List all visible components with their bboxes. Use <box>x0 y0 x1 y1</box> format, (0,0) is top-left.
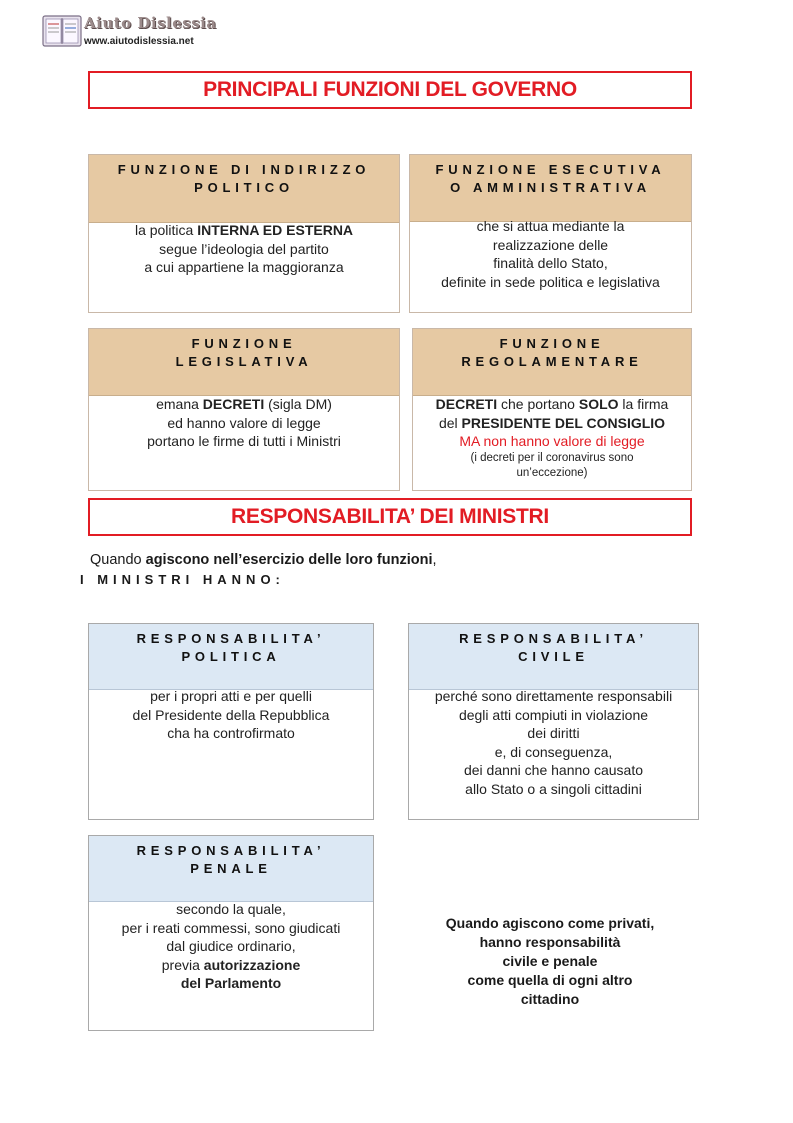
bold-text: DECRETI <box>435 396 498 412</box>
text-line: Quando agiscono come privati, <box>445 915 655 931</box>
logo-url[interactable]: www.aiutodislessia.net <box>84 36 194 47</box>
text-line: per i propri atti e per quelli <box>150 688 312 704</box>
bold-text: SOLO <box>578 396 619 412</box>
box-header <box>89 155 399 223</box>
book-icon <box>42 14 82 48</box>
box-body <box>410 217 691 291</box>
box-header-line: RESPONSABILITA’ <box>136 631 326 646</box>
box-header-line: CIVILE <box>518 649 589 664</box>
text-span: Quando <box>90 552 146 568</box>
text-line: portano le firme di tutti i Ministri <box>147 433 341 449</box>
private-responsibility-note <box>415 914 685 1009</box>
note-text: un’eccezione) <box>516 466 588 479</box>
text-line: hanno responsabilità <box>479 934 621 950</box>
intro-heading: I MINISTRI HANNO: <box>80 572 285 587</box>
box-funzione-legislativa <box>88 328 400 491</box>
text-span: (sigla DM) <box>264 396 332 412</box>
text-line: per i reati commessi, sono giudicati <box>121 919 341 936</box>
bold-text: del Parlamento <box>180 975 282 991</box>
box-body <box>413 395 691 481</box>
box-header-line: LEGISLATIVA <box>175 354 313 369</box>
box-header <box>89 836 373 902</box>
note-text: (i decreti per il coronavirus sono <box>470 451 634 464</box>
box-funzione-regolamentare <box>412 328 692 491</box>
bold-text: INTERNA ED ESTERNA <box>197 222 354 238</box>
text-line: dei danni che hanno causato <box>463 762 644 778</box>
site-logo[interactable] <box>42 12 217 52</box>
box-header <box>89 624 373 690</box>
box-responsabilita-politica <box>88 623 374 820</box>
bold-text: agiscono nell’esercizio delle loro funzioni <box>145 552 433 568</box>
box-header-line: FUNZIONE <box>191 336 297 351</box>
text-line: dal giudice ordinario, <box>166 938 296 954</box>
box-header <box>410 155 691 222</box>
box-body <box>89 900 373 993</box>
text-line: cha ha controfirmato <box>167 725 295 741</box>
box-body <box>89 687 373 743</box>
bold-text: DECRETI <box>202 396 265 412</box>
box-responsabilita-civile <box>408 623 699 820</box>
box-funzione-indirizzo <box>88 154 400 313</box>
box-header <box>413 329 691 396</box>
text-line: degli atti compiuti in violazione <box>458 706 649 723</box>
text-line: definite in sede politica e legislativa <box>441 273 660 290</box>
text-line: allo Stato o a singoli cittadini <box>465 780 642 797</box>
text-line: realizzazione delle <box>492 236 609 253</box>
box-header-line: PENALE <box>190 861 272 876</box>
box-header-line: FUNZIONE DI INDIRIZZO <box>117 162 371 177</box>
text-line: civile e penale <box>502 953 598 969</box>
text-line: ed hanno valore di legge <box>167 414 321 431</box>
text-line: dei diritti <box>527 725 580 741</box>
box-header-line: FUNZIONE <box>499 336 605 351</box>
text-line: e, di conseguenza, <box>494 743 613 760</box>
box-funzione-esecutiva <box>409 154 692 313</box>
text-line: perché sono direttamente responsabili <box>434 688 673 704</box>
bold-text: autorizzazione <box>203 956 301 973</box>
text-span: , <box>432 552 437 568</box>
box-header-line: POLITICO <box>194 180 294 195</box>
text-line: cittadino <box>520 991 580 1007</box>
box-header-line: RESPONSABILITA’ <box>136 843 326 858</box>
box-body <box>89 221 399 277</box>
box-body <box>409 687 698 798</box>
intro-text <box>80 551 690 589</box>
text-line: del Presidente della Repubblica <box>132 706 330 723</box>
text-span: che portano <box>497 396 579 412</box>
text-span: la politica <box>134 222 198 238</box>
box-header <box>409 624 698 690</box>
logo-title: Aiuto Dislessia <box>84 14 217 32</box>
text-span: la firma <box>618 396 669 412</box>
text-line: come quella di ogni altro <box>467 972 633 988</box>
text-span: del <box>438 414 462 431</box>
text-line: che si attua mediante la <box>476 218 625 234</box>
box-responsabilita-penale <box>88 835 374 1031</box>
text-line: segue l’ideologia del partito <box>159 240 329 257</box>
text-line: finalità dello Stato, <box>493 255 608 271</box>
text-span: emana <box>156 396 203 412</box>
box-header-line: RESPONSABILITA’ <box>459 631 648 646</box>
bold-text: PRESIDENTE DEL CONSIGLIO <box>461 414 666 431</box>
box-header-line: POLITICA <box>181 649 281 664</box>
box-header-line: FUNZIONE ESECUTIVA <box>435 162 666 177</box>
section-title-governo: PRINCIPALI FUNZIONI DEL GOVERNO <box>88 71 692 109</box>
section-title-ministri: RESPONSABILITA’ DEI MINISTRI <box>88 498 692 536</box>
text-line: secondo la quale, <box>176 901 286 917</box>
text-span: previa <box>161 956 204 973</box>
box-header-line: REGOLAMENTARE <box>461 354 643 369</box>
box-header <box>89 329 399 396</box>
box-body <box>89 395 399 451</box>
warning-text: MA non hanno valore di legge <box>459 433 645 449</box>
box-header-line: O AMMINISTRATIVA <box>450 180 651 195</box>
text-line: a cui appartiene la maggioranza <box>144 259 344 275</box>
